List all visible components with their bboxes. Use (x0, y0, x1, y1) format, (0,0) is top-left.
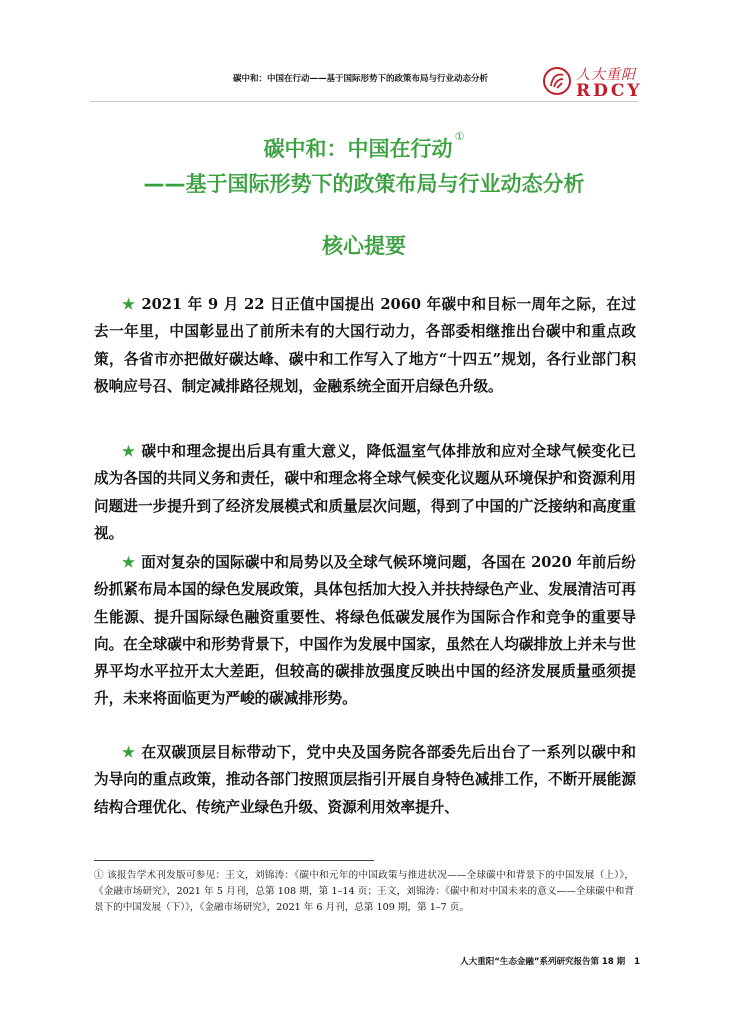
rdcy-logo (542, 62, 642, 102)
summary-paragraph-4 (94, 739, 636, 821)
header-divider (90, 101, 638, 102)
star-icon: ★ (122, 744, 136, 761)
paragraph-text: 碳中和理念提出后具有重大意义，降低温室气体排放和应对全球气候变化已成为各国的共同义务和责任，碳中和理念将全球气候变化议题从环境保护和资源利用问题进一步提升到了经济发展模式和质量层次问题，得到了中国的广泛接纳和高度重视。 (94, 443, 636, 542)
star-icon: ★ (122, 443, 136, 460)
summary-paragraph-1 (94, 291, 636, 400)
paragraph-text: 面对复杂的国际碳中和局势以及全球气候环境问题，各国在 2020 年前后纷纷抓紧布局本国的绿色发展政策，具体包括加大投入并扶持绿色产业、发展清洁可再生能源、提升国际绿色融资重要性、将绿色低碳发展作为国际合作和竞争的重要导向。在全球碳中和形势背景下，中国作为发展中国家，虽然在人均碳排放上并未与世界平均水平拉开太大差距，但较高的碳排放强度反映出中国的经济发展质量亟须提升，未来将面临更为严峻的碳减排形势。 (94, 554, 636, 708)
title-line-2: ——基于国际形势下的政策布局与行业动态分析 (143, 172, 585, 196)
footnote-marker: ① (454, 130, 465, 143)
seal-icon (542, 66, 572, 96)
summary-paragraph-2 (94, 438, 636, 547)
section-title: 核心提要 (322, 234, 406, 258)
running-header: 碳中和：中国在行动——基于国际形势下的政策布局与行业动态分析 (233, 74, 489, 84)
footer-series: 人大重阳“生态金融”系列研究报告第 18 期 (460, 957, 626, 967)
title-line-1 (90, 130, 638, 163)
summary-paragraph-3 (94, 549, 636, 713)
paragraph-text: 2021 年 9 月 22 日正值中国提出 2060 年碳中和目标一周年之际，在过去一年里，中国彰显出了前所未有的大国行动力，各部委相继推出台碳中和重点政策，各省市亦把做好碳达峰、碳中和工作写入了地方“十四五”规划，各行业部门积极响应号召、制定减排路径规划，金融系统全面开启绿色升级。 (94, 296, 636, 395)
logo-english-text: RDCY (576, 81, 643, 101)
logo-chinese-text: 人大重阳 (576, 67, 636, 83)
page-number: 1 (634, 957, 640, 967)
paragraph-text: 在双碳顶层目标带动下，党中央及国务院各部委先后出台了一系列以碳中和为导向的重点政策，推动各部门按照顶层指引开展自身特色减排工作，不断开展能源结构合理优化、传统产业绿色升级、资源利用效率提升、 (94, 744, 636, 816)
footnote-divider (94, 860, 374, 861)
star-icon: ★ (122, 554, 136, 571)
page-footer (430, 955, 640, 967)
footnote: ① 该报告学术刊发版可参见：王文，刘锦涛：《碳中和元年的中国政策与推进状况——全球碳中和背景下的中国发展（上）》，《金融市场研究》，2021 年 5 月刊，总第 108 期，第 1–14 页；王文，刘锦涛：《碳中和对中国未来的意义——全球碳中和背景下的中国发展（下）》，《金融市场研究》，2021 年 6 月刊，总第 109 期，第 1–7 页。 (94, 870, 634, 914)
title-main-text: 碳中和：中国在行动 (263, 137, 453, 161)
star-icon: ★ (122, 296, 136, 313)
